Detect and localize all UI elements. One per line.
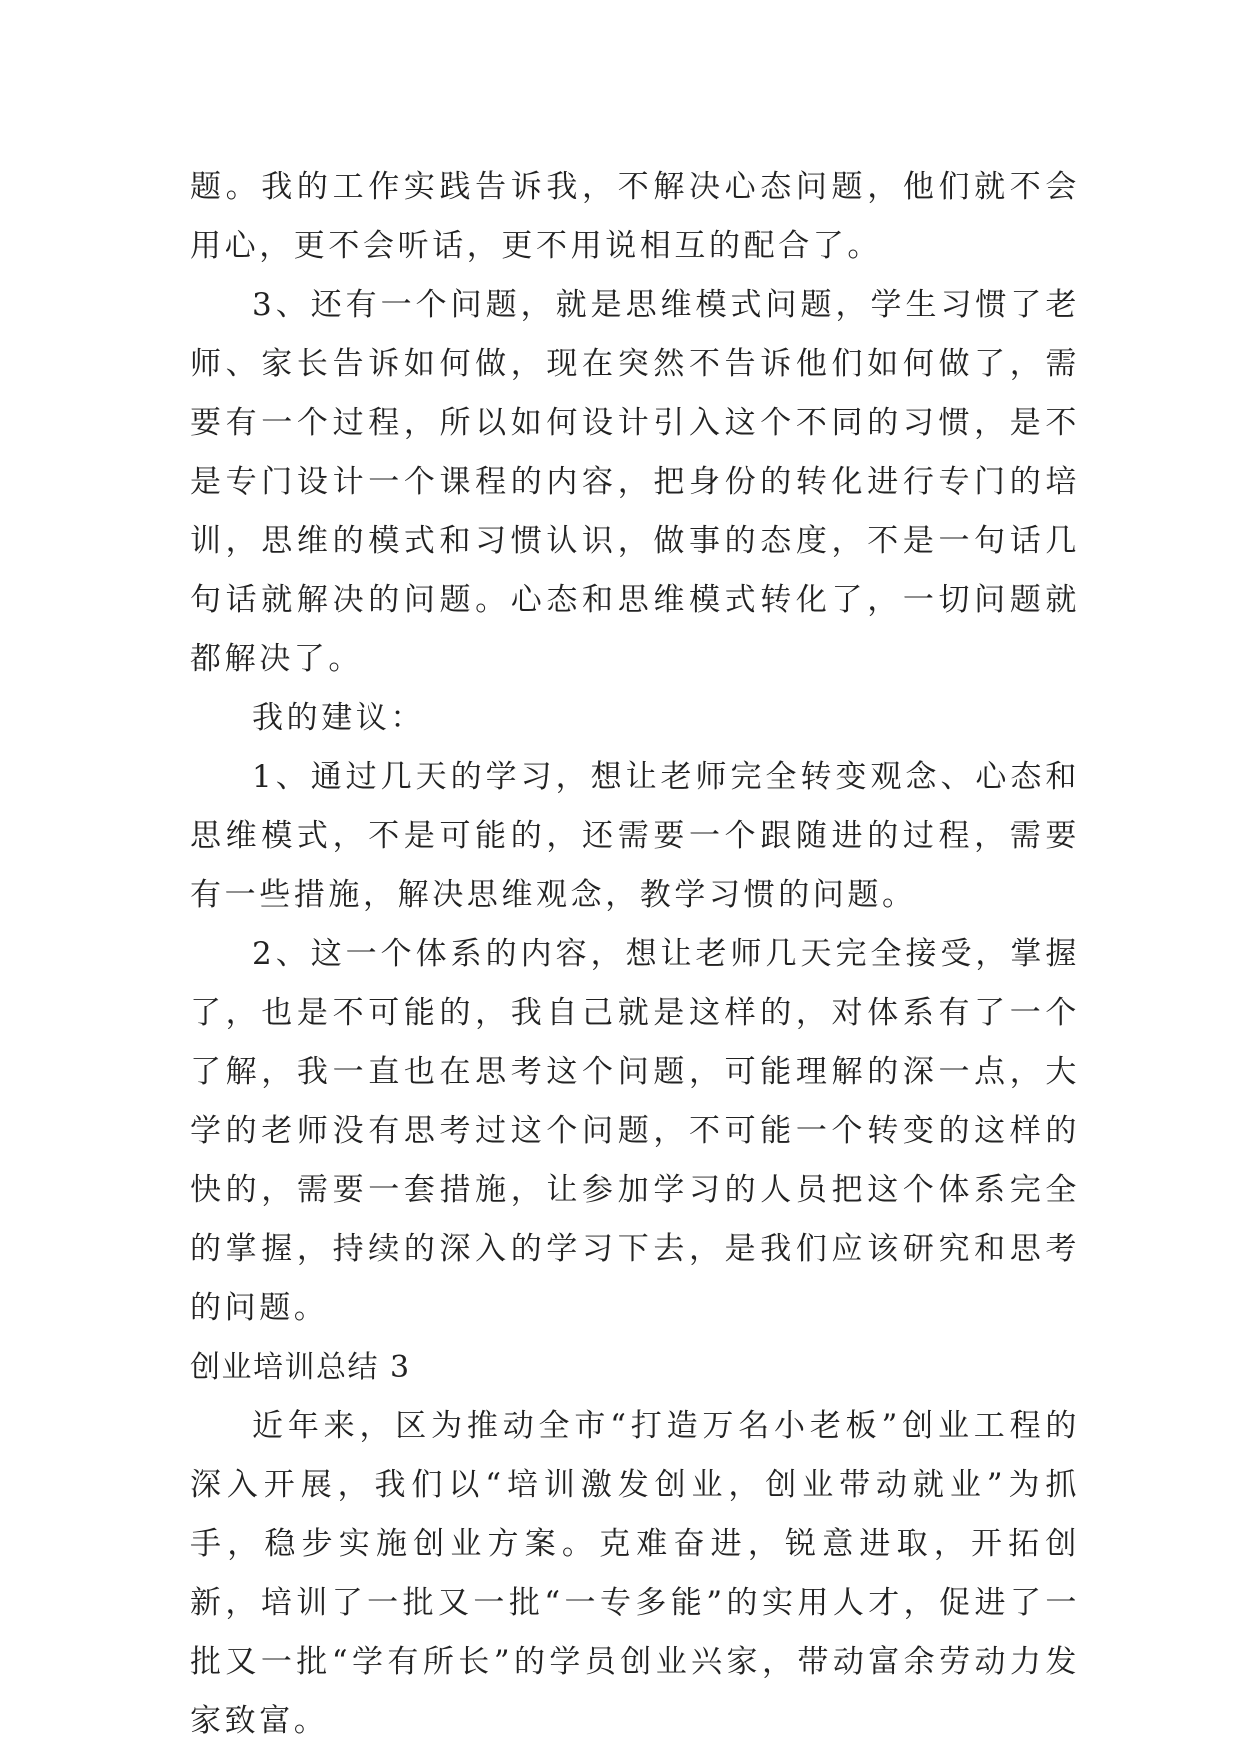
paragraph-suggestions-label: 我的建议：: [252, 700, 425, 736]
paragraph-section-intro: 近年来，区为推动全市“打造万名小老板”创业工程的深入开展，我们以“培训激发创业，创业带动就业”为抓手，稳步实施创业方案。克难奋进，锐意进取，开拓创新，培训了一批又一批“一专多能”的实用人才，促进了一批又一批“学有所长”的学员创业兴家，带动富余劳动力发家致富。: [190, 1408, 1080, 1739]
paragraph-mindset-issue: 3、还有一个问题，就是思维模式问题，学生习惯了老师、家长告诉如何做，现在突然不告诉他们如何做了，需要有一个过程，所以如何设计引入这个不同的习惯，是不是专门设计一个课程的内容，把身份的转化进行专门的培训，思维的模式和习惯认识，做事的态度，不是一句话几句话就解决的问题。心态和思维模式转化了，一切问题就都解决了。: [190, 287, 1080, 677]
paragraph-continuation: 题。我的工作实践告诉我，不解决心态问题，他们就不会用心，更不会听话，更不用说相互的配合了。: [190, 169, 1080, 264]
paragraph-suggestion-1: 1、通过几天的学习，想让老师完全转变观念、心态和思维模式，不是可能的，还需要一个跟随进的过程，需要有一些措施，解决思维观念，教学习惯的问题。: [190, 759, 1080, 913]
paragraph-suggestion-2: 2、这一个体系的内容，想让老师几天完全接受，掌握了，也是不可能的，我自己就是这样的，对体系有了一个了解，我一直也在思考这个问题，可能理解的深一点，大学的老师没有思考过这个问题，不可能一个转变的这样的快的，需要一套措施，让参加学习的人员把这个体系完全的掌握，持续的深入的学习下去，是我们应该研究和思考的问题。: [190, 936, 1080, 1326]
section-heading: 创业培训总结 3: [190, 1350, 411, 1385]
document-body: [190, 158, 1080, 1751]
